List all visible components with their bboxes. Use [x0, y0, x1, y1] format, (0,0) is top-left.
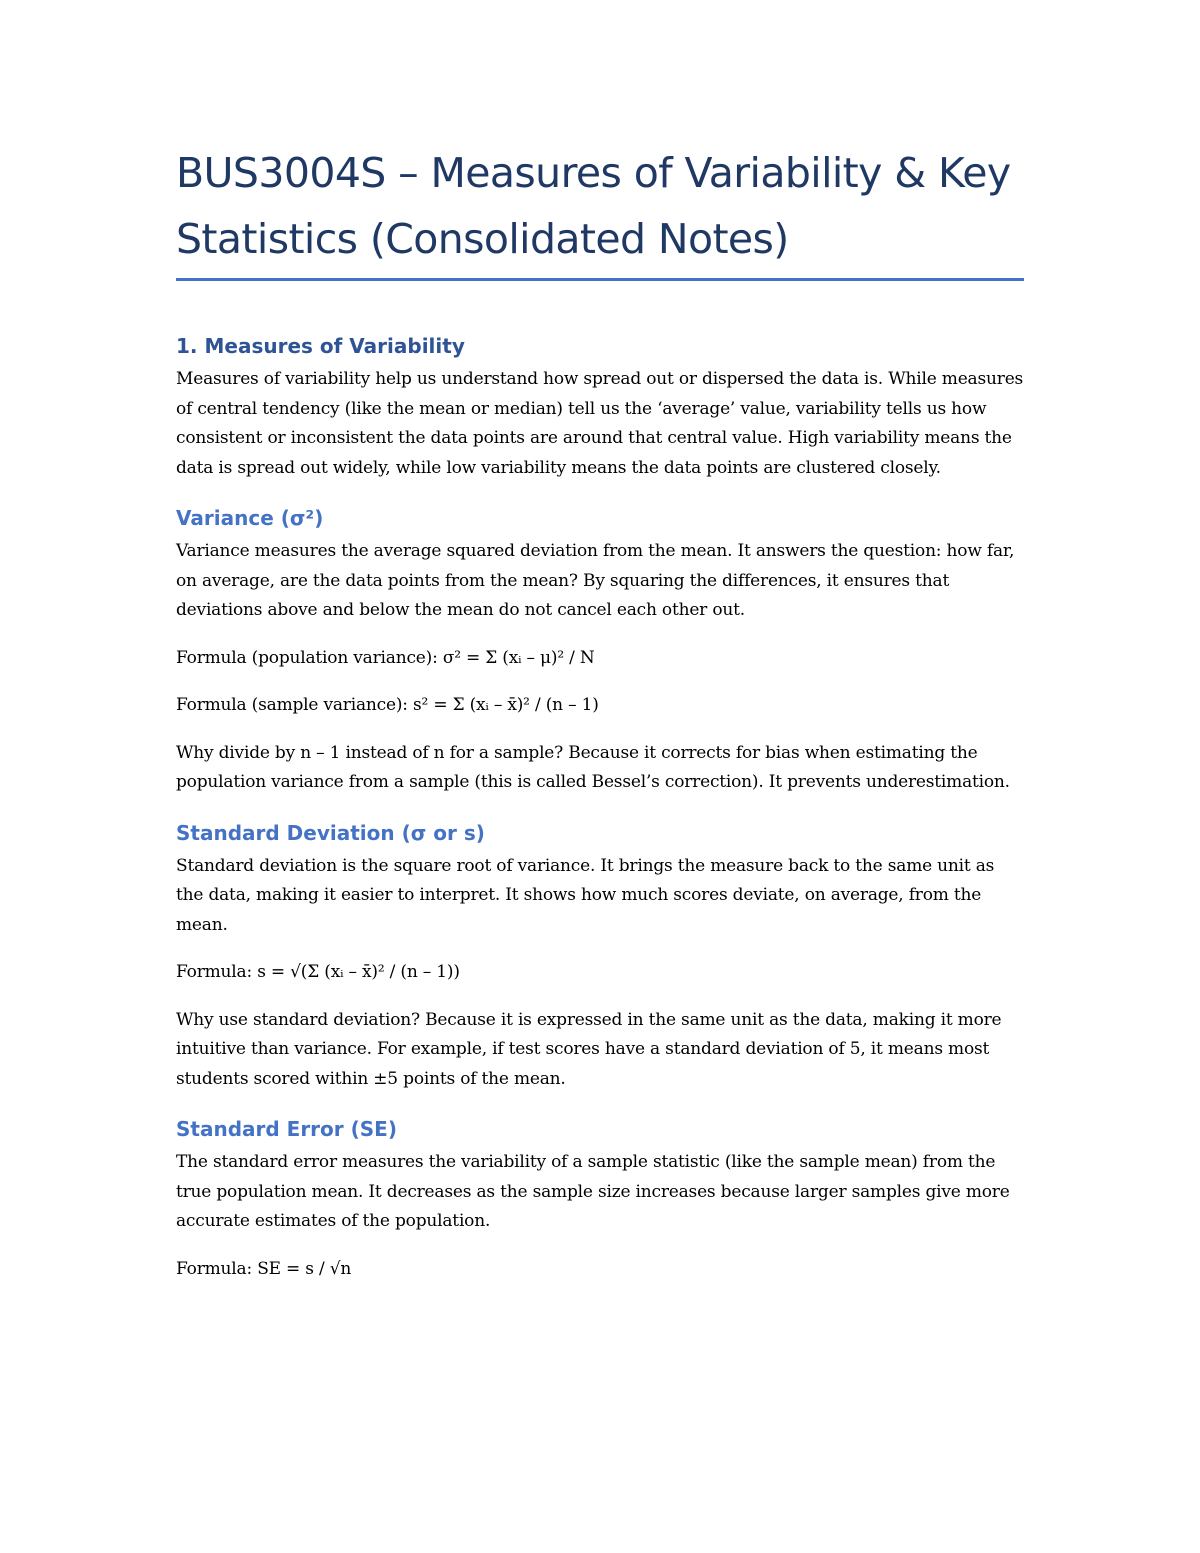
variance-paragraph: Variance measures the average squared deviation from the mean. It answers the question: how far, on average, are the data points from the mean? By squaring the differences, it ensures that deviations above and below the mean do not cancel each other out.: [176, 541, 1015, 620]
section-standard-error: [176, 1114, 1026, 1284]
bessel-correction-paragraph: Why divide by n – 1 instead of n for a sample? Because it corrects for bias when estimating the population variance from a sample (this is called Bessel’s correction). It prevents underestimation.: [176, 742, 1010, 792]
population-variance-formula: Formula (population variance): σ² = Σ (xᵢ – μ)² / N: [176, 647, 595, 668]
section-standard-deviation: [176, 818, 1026, 1095]
standard-deviation-paragraph: Standard deviation is the square root of variance. It brings the measure back to the same unit as the data, making it easier to interpret. It shows how much scores deviate, on average, from the mean.: [176, 855, 995, 935]
standard-deviation-why-paragraph: Why use standard deviation? Because it is expressed in the same unit as the data, making it more intuitive than variance. For example, if test scores have a standard deviation of 5, it means most students scored within ±5 points of the mean.: [176, 1009, 1002, 1089]
section-heading-measures: 1. Measures of Variability: [176, 334, 465, 358]
section-variance: [176, 503, 1026, 798]
section-heading-variance: Variance (σ²): [176, 506, 324, 530]
standard-error-paragraph: The standard error measures the variability of a sample statistic (like the sample mean) from the true population mean. It decreases as the sample size increases because larger samples give more accurate estimates of the population.: [176, 1152, 1010, 1231]
section-measures-of-variability: [176, 331, 1026, 483]
sample-variance-formula: Formula (sample variance): s² = Σ (xᵢ – x̄)² / (n – 1): [176, 695, 599, 715]
standard-error-formula: Formula: SE = s / √n: [176, 1258, 352, 1279]
standard-deviation-formula: Formula: s = √(Σ (xᵢ – x̄)² / (n – 1)): [176, 962, 460, 982]
section-heading-standard-error: Standard Error (SE): [176, 1117, 397, 1141]
document-title: BUS3004S – Measures of Variability & Key Statistics (Consolidated Notes): [176, 149, 1011, 263]
measures-intro-paragraph: Measures of variability help us understand how spread out or dispersed the data is. While measures of central tendency (like the mean or median) tell us the ‘average’ value, variability tells us how consistent or inconsistent the data points are around that central value. High variability means the data is spread out widely, while low variability means the data points are clustered closely.: [176, 369, 1024, 478]
page-content: [176, 140, 1026, 1284]
title-underline: [176, 278, 1024, 281]
section-heading-standard-deviation: Standard Deviation (σ or s): [176, 820, 485, 845]
